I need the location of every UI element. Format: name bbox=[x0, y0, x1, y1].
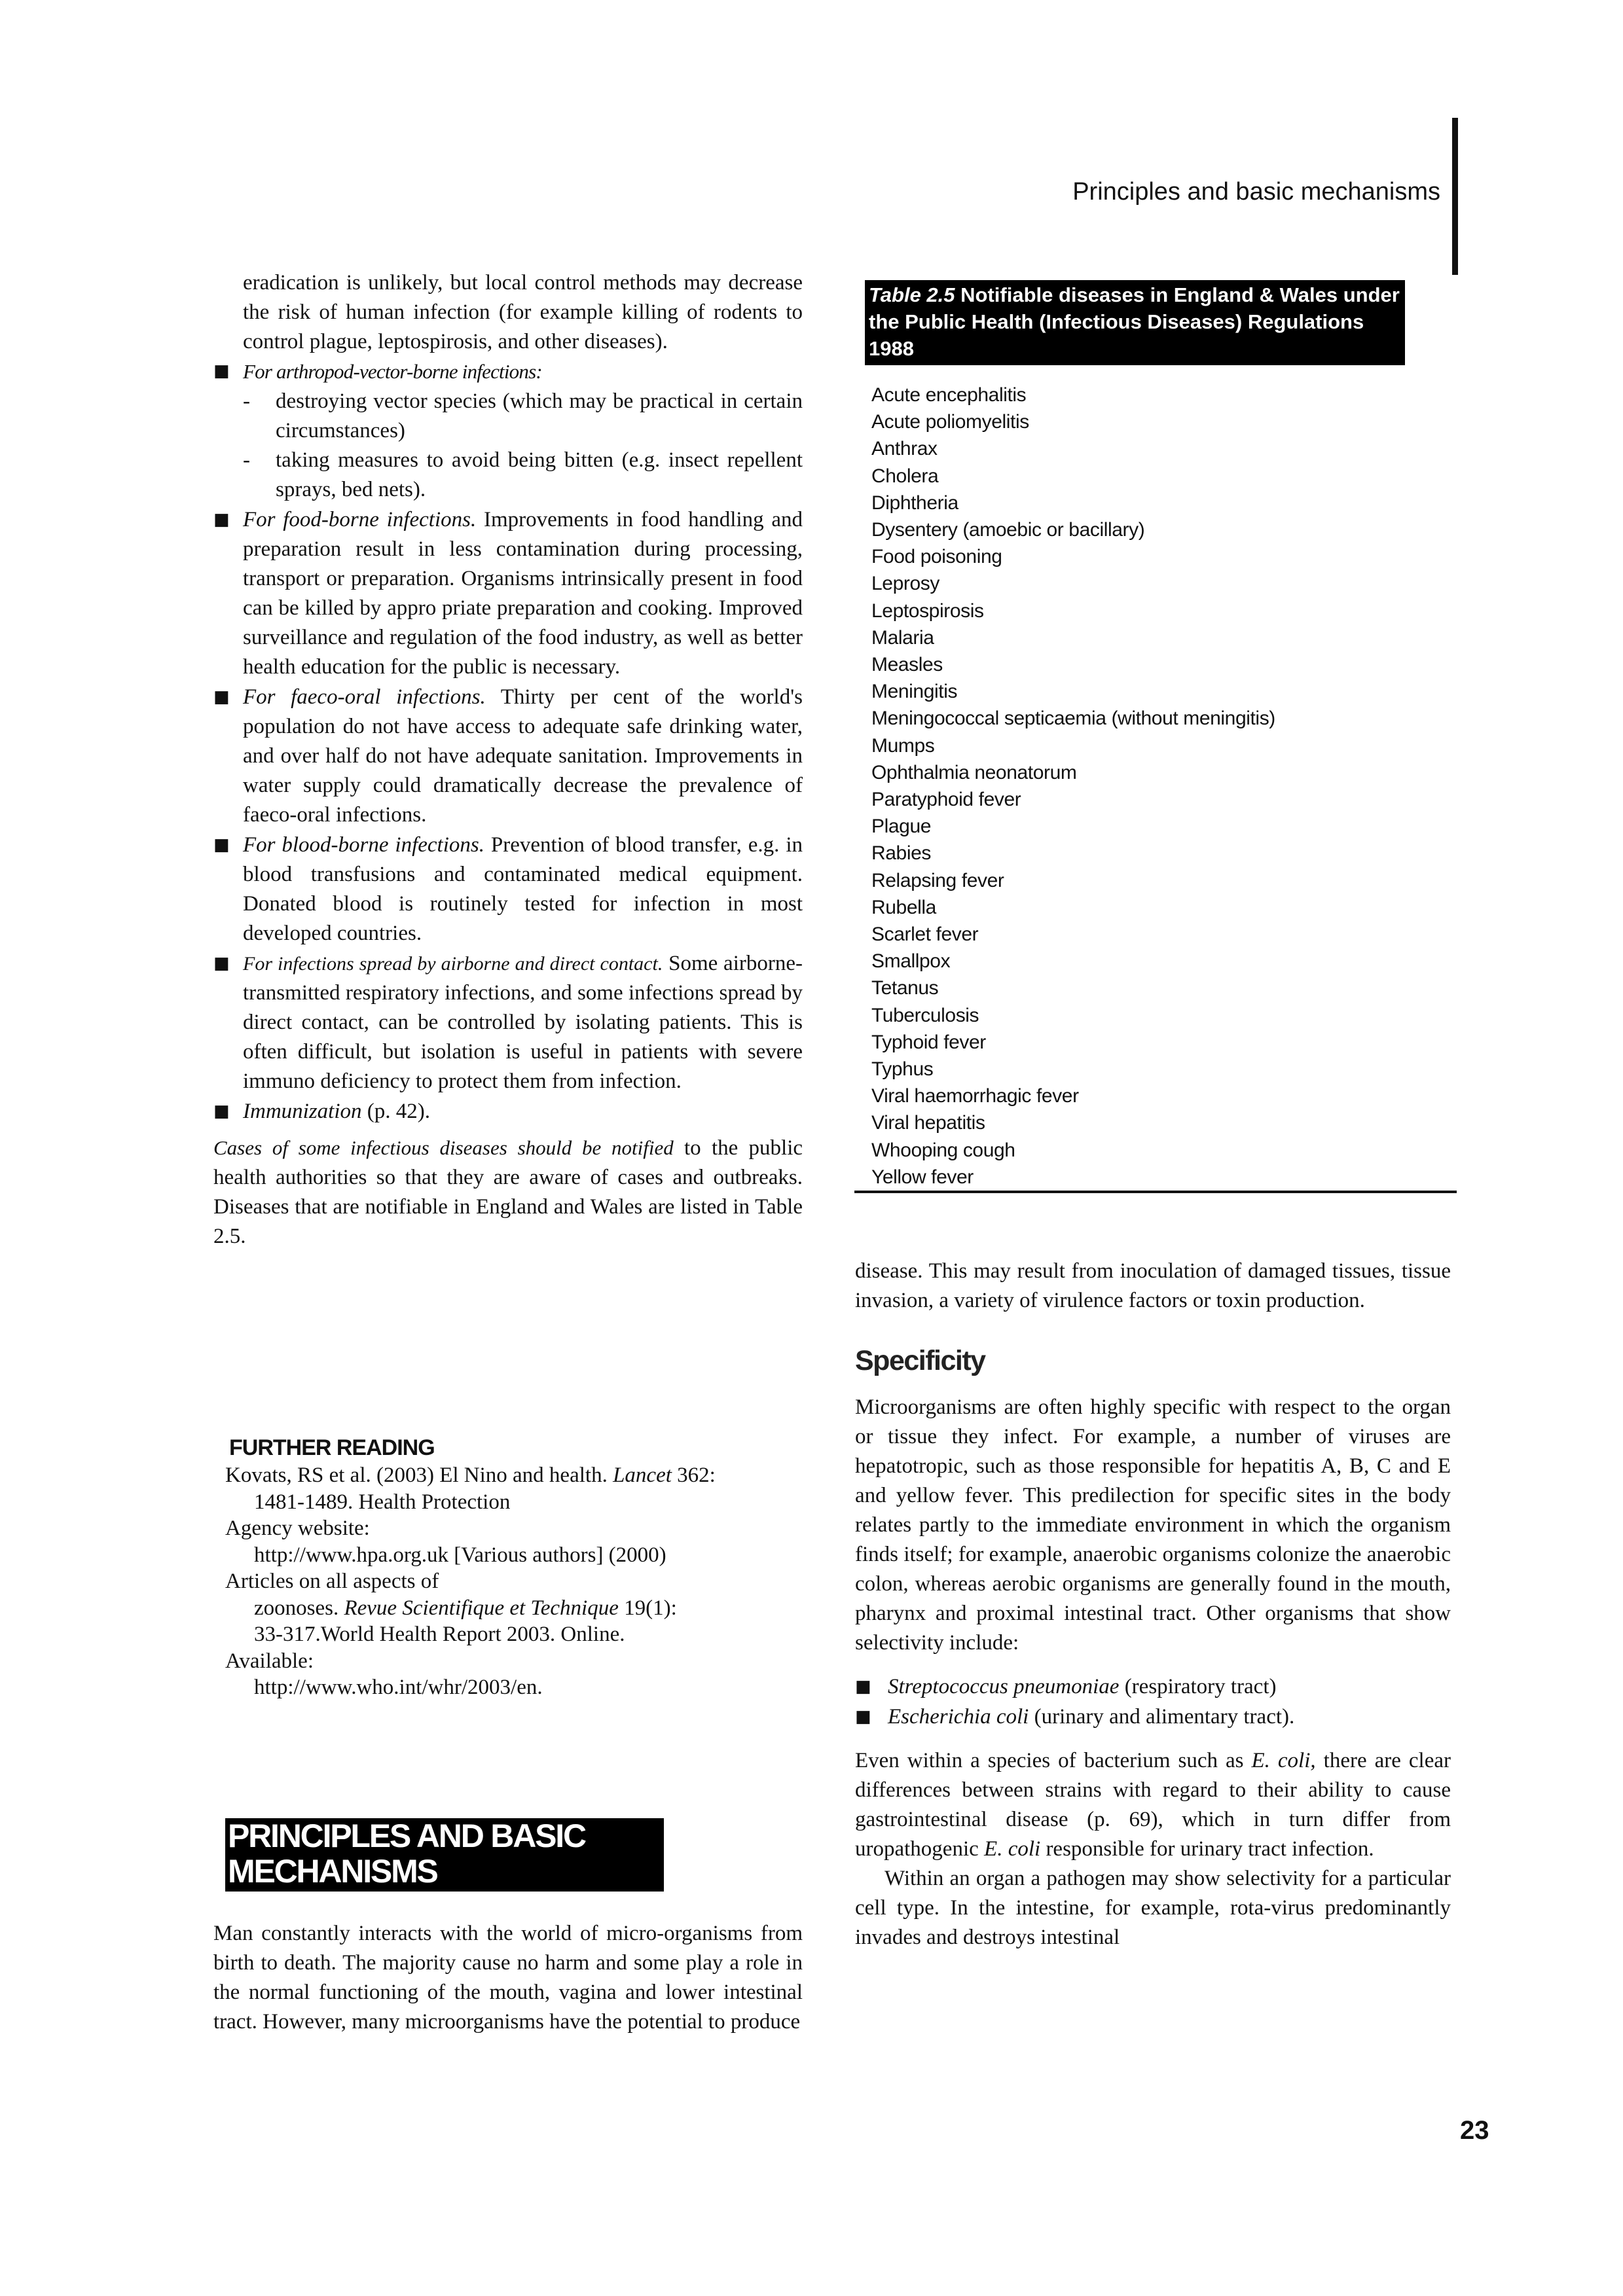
disease-item: Malaria bbox=[871, 626, 934, 649]
further-reading bbox=[213, 1433, 803, 1701]
bullet-text: Some airborne-transmitted respiratory infections, and some infections spread by direct contact, can be controlled by isolating patients. This is often difficult, but isolation is useful in patients with severe immuno deficiency to protect them from infection. bbox=[243, 952, 803, 1093]
further-reading-list bbox=[213, 1462, 803, 1701]
strain-paragraph bbox=[855, 1746, 1451, 1864]
species-name: E. coli bbox=[984, 1837, 1041, 1861]
text-run: responsible for urinary tract infection. bbox=[1040, 1837, 1374, 1861]
disease-item: Rabies bbox=[871, 842, 931, 865]
page-number: 23 bbox=[1460, 2116, 1489, 2145]
list-item bbox=[855, 1702, 1451, 1732]
list-item bbox=[213, 949, 803, 1096]
reference-line bbox=[225, 1674, 803, 1701]
bullet-label: For food-borne infections. bbox=[243, 508, 477, 531]
sublist-item: - destroying vector species (which may be practical in certain circumstances) bbox=[243, 387, 803, 446]
disease-item: Leprosy bbox=[871, 573, 939, 595]
reference-text: Kovats, RS et al. (2003) El Nino and health. bbox=[225, 1463, 613, 1487]
reference-journal: Revue Scientifique et Technique bbox=[344, 1596, 619, 1620]
table-caption bbox=[865, 280, 1405, 365]
notification-paragraph bbox=[213, 1133, 803, 1251]
reference-text: 362: bbox=[671, 1463, 716, 1487]
disease-item: Smallpox bbox=[871, 950, 951, 973]
running-title: Principles and basic mechanisms bbox=[1072, 178, 1440, 206]
bullet-text: Improvements in food handling and preparation result in less contamination during processing, transport or preparation. Organisms intrinsically present in food can be killed by appro priate preparation and cooking. Improved surveillance and regulation of the food industry, as well as better health education for the public is necessary. bbox=[243, 508, 803, 679]
reference-line bbox=[225, 1462, 803, 1489]
reference-text: 33-317.World Health Report 2003. Online. bbox=[254, 1623, 625, 1646]
principles-paragraph: Man constantly interacts with the world of micro-organisms from birth to death. The majority cause no harm and some play a role in the normal functioning of the mouth, vagina and lower intestinal tract. However, many microorganisms have the potential to produce bbox=[213, 1922, 803, 2034]
disease-item: Viral haemorrhagic fever bbox=[871, 1085, 1079, 1107]
disease-item: Acute poliomyelitis bbox=[871, 411, 1029, 433]
reference-line bbox=[225, 1568, 803, 1595]
table-title: Notifiable diseases in England & Wales under the Public Health (Infectious Diseases) Regulations 1988 bbox=[869, 283, 1400, 360]
disease-item: Viral hepatitis bbox=[871, 1112, 985, 1134]
sublist-item: - taking measures to avoid being bitten (e.g. insect repellent sprays, bed nets). bbox=[243, 446, 803, 505]
section-heading bbox=[225, 1818, 664, 1892]
specificity-heading: Specificity bbox=[855, 1345, 985, 1376]
table-label: Table 2.5 bbox=[869, 283, 955, 306]
bullet-text: Prevention of blood transfer, e.g. in blood transfusions and contaminated medical equipment. Donated blood is routinely tested for infection in most developed countries. bbox=[243, 833, 803, 945]
disease-item: Plague bbox=[871, 816, 932, 838]
bullet-label: For infections spread by airborne and direct contact. bbox=[243, 953, 663, 975]
reference-text: Articles on all aspects of bbox=[225, 1570, 439, 1593]
disease-item: Diphtheria bbox=[871, 492, 958, 514]
disease-item: Rubella bbox=[871, 896, 936, 918]
cell-type-paragraph: Within an organ a pathogen may show selectivity for a particular cell type. In the intestine, for example, rota-virus predominantly invades and destroys intestinal bbox=[855, 1867, 1451, 1949]
disease-item: Measles bbox=[871, 654, 943, 676]
reference-text: 1481-1489. Health Protection bbox=[254, 1490, 511, 1514]
specificity-paragraph: Microorganisms are often highly specific with respect to the organ or tissue they infect. For example, a number of viruses are hepatotropic, such as those responsible for hepatitis A, B, C and E and yellow fever. This predilection for specific sites in the body relates partly to the immediate environment in which the organism finds itself; for example, anaerobic organisms colonize the anaerobic colon, whereas aerobic organisms are generally found in the mouth, pharynx and proximal intestinal tract. Other organisms that show selectivity include: bbox=[855, 1395, 1451, 1655]
disease-item: Food poisoning bbox=[871, 546, 1002, 568]
disease-item: Acute encephalitis bbox=[871, 384, 1027, 406]
intro-paragraph: eradication is unlikely, but local control methods may decrease the risk of human infection (for example killing of rodents to control plague, leptospirosis, and other diseases). bbox=[243, 271, 803, 353]
disease-item: Meningitis bbox=[871, 681, 958, 703]
bullet-label: For faeco-oral infections. bbox=[243, 685, 486, 709]
organism-site: (respiratory tract) bbox=[1119, 1675, 1277, 1698]
notification-lead: Cases of some infectious diseases should be notified bbox=[213, 1136, 674, 1159]
list-item bbox=[855, 1672, 1451, 1702]
right-column bbox=[855, 1257, 1451, 1952]
reference-text: 19(1): bbox=[618, 1596, 677, 1620]
disease-item: Whooping cough bbox=[871, 1139, 1015, 1161]
reference-line bbox=[225, 1489, 803, 1516]
text-run: Even within a species of bacterium such as bbox=[855, 1749, 1252, 1772]
organism-list bbox=[855, 1672, 1451, 1732]
bullet-text: (p. 42). bbox=[361, 1100, 430, 1123]
arthropod-sublist bbox=[243, 387, 803, 505]
reference-line bbox=[225, 1621, 803, 1648]
disease-list bbox=[871, 382, 1448, 1191]
disease-item: Dysentery (amoebic or bacillary) bbox=[871, 519, 1145, 541]
disease-item: Anthrax bbox=[871, 438, 938, 460]
organism-name: Streptococcus pneumoniae bbox=[888, 1675, 1120, 1698]
disease-item: Typhus bbox=[871, 1058, 934, 1081]
notification-text: to the public health authorities so that they are aware of cases and outbreaks. Diseases that are notifiable in England and Wales are listed in Table 2.5. bbox=[213, 1136, 803, 1248]
organism-site: (urinary and alimentary tract). bbox=[1029, 1705, 1295, 1729]
reference-line bbox=[225, 1648, 803, 1675]
list-item bbox=[213, 505, 803, 682]
disease-item: Leptospirosis bbox=[871, 600, 984, 622]
list-item bbox=[213, 1097, 803, 1126]
reference-line bbox=[225, 1515, 803, 1542]
disease-item: Cholera bbox=[871, 465, 939, 487]
bullet-label: For arthropod-vector-borne infections: bbox=[243, 360, 542, 383]
left-column bbox=[213, 268, 803, 1251]
disease-item: Tuberculosis bbox=[871, 1004, 979, 1026]
disease-item: Typhoid fever bbox=[871, 1031, 986, 1053]
reference-text: zoonoses. bbox=[254, 1596, 344, 1620]
reference-text: Available: bbox=[225, 1649, 314, 1673]
bullet-label: Immunization bbox=[243, 1100, 362, 1123]
reference-text: http://www.hpa.org.uk [Various authors] (2000) bbox=[254, 1543, 666, 1567]
section-heading-line: MECHANISMS bbox=[228, 1853, 437, 1890]
reference-line bbox=[225, 1595, 803, 1622]
disease-item: Mumps bbox=[871, 734, 935, 757]
reference-line bbox=[225, 1542, 803, 1569]
reference-text: Agency website: bbox=[225, 1516, 370, 1540]
prevention-list bbox=[213, 357, 803, 1126]
species-name: E. coli, bbox=[1251, 1749, 1316, 1772]
table-bottom-rule bbox=[854, 1191, 1457, 1193]
disease-item: Meningococcal septicaemia (without meningitis) bbox=[871, 708, 1275, 730]
disease-item: Relapsing fever bbox=[871, 869, 1004, 891]
list-item bbox=[213, 831, 803, 948]
bullet-text: Thirty per cent of the world's population do not have access to adequate safe drinking water, and over half do not have adequate sanitation. Improvements in water supply could dramatically decrease the prevalence of faeco-oral infections. bbox=[243, 685, 803, 827]
reference-journal: Lancet bbox=[613, 1463, 672, 1487]
text-run: there are clear differences between strains with regard to their ability to cause gastrointestinal disease (p. 69), which in turn differ from uropathogenic bbox=[855, 1749, 1451, 1861]
disease-item: Scarlet fever bbox=[871, 924, 979, 946]
list-item bbox=[213, 357, 803, 505]
bullet-label: For blood-borne infections. bbox=[243, 833, 484, 857]
header-rule bbox=[1452, 118, 1458, 275]
disease-item: Paratyphoid fever bbox=[871, 789, 1021, 811]
organism-name: Escherichia coli bbox=[888, 1705, 1029, 1729]
disease-item: Yellow fever bbox=[871, 1166, 974, 1188]
disease-item: Tetanus bbox=[871, 977, 939, 999]
further-reading-heading: FURTHER READING bbox=[229, 1435, 435, 1460]
continuation-paragraph: disease. This may result from inoculation of damaged tissues, tissue invasion, a variety of virulence factors or toxin production. bbox=[855, 1259, 1451, 1312]
section-heading-line: PRINCIPLES AND BASIC bbox=[228, 1818, 585, 1854]
list-item bbox=[213, 683, 803, 830]
reference-text: http://www.who.int/whr/2003/en. bbox=[254, 1676, 543, 1699]
disease-item: Ophthalmia neonatorum bbox=[871, 761, 1077, 783]
